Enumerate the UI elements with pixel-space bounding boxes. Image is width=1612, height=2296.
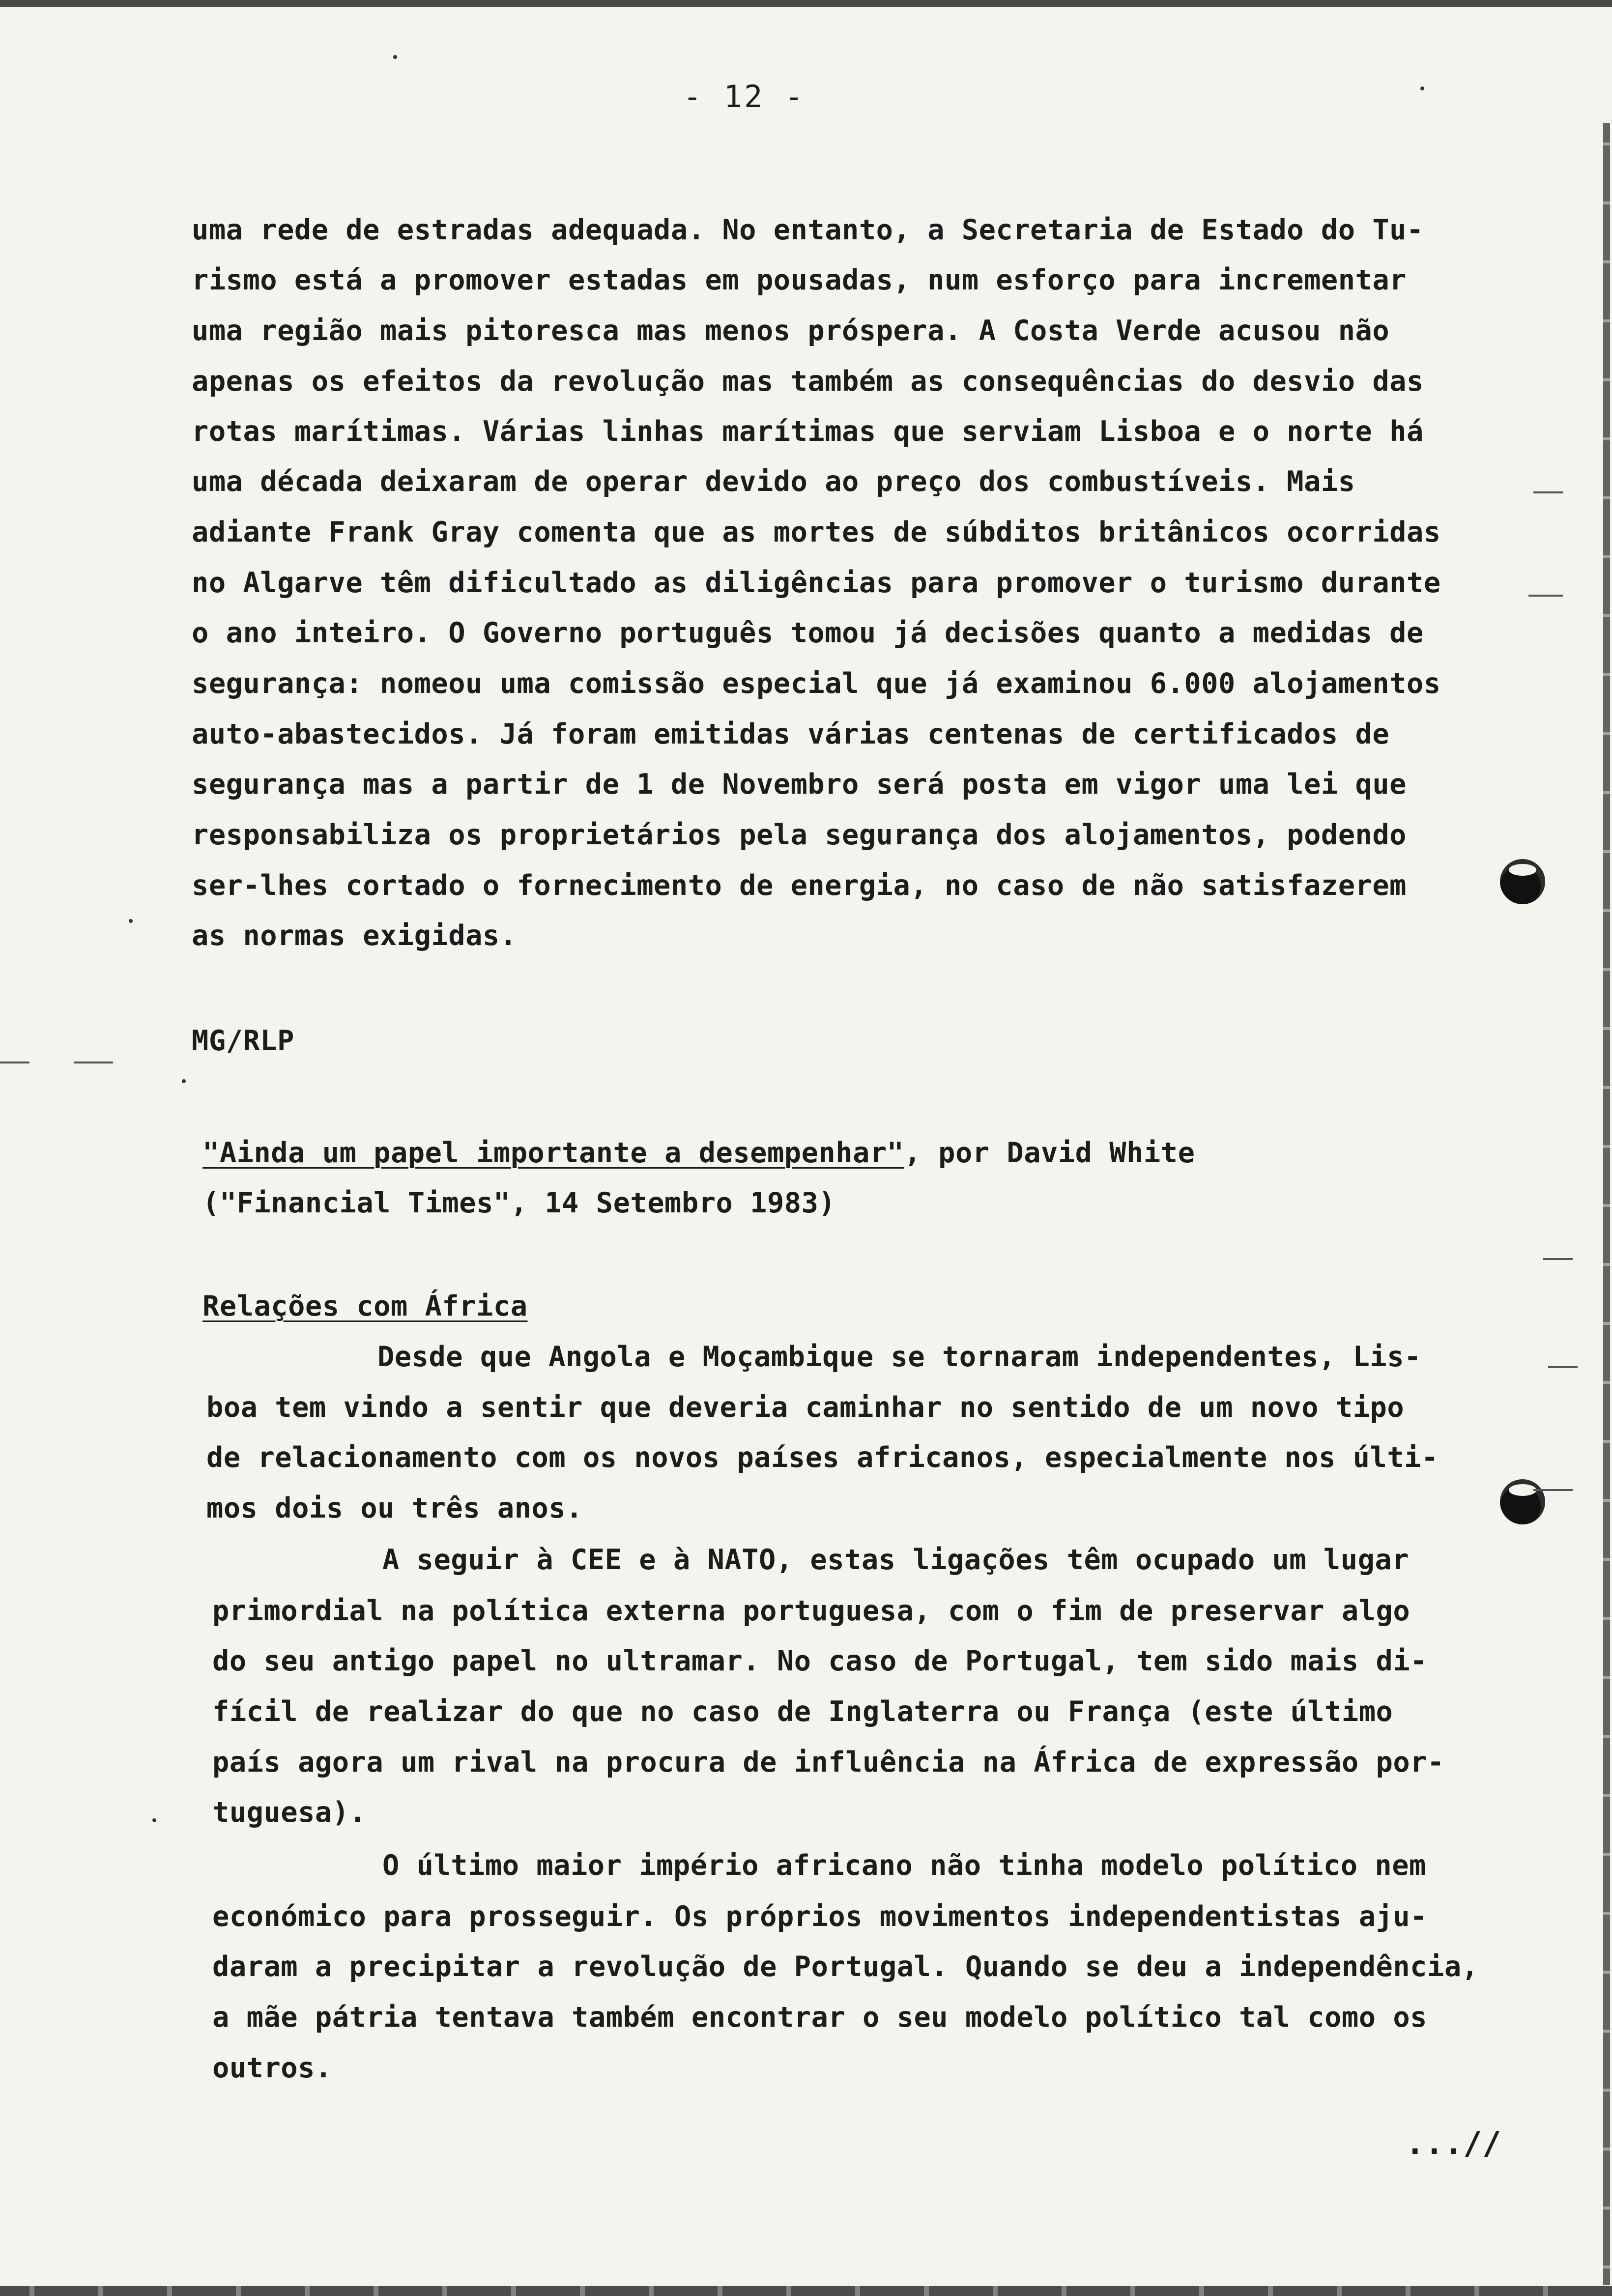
punch-hole-icon xyxy=(1500,1479,1545,1524)
right-scan-edge xyxy=(1603,123,1610,2285)
text-line: rismo está a promover estadas em pousadas, num esforço para incrementar xyxy=(192,264,1407,296)
scan-mark xyxy=(1533,1489,1573,1491)
scan-mark xyxy=(1543,1258,1573,1260)
scan-mark xyxy=(1533,491,1563,493)
text-line: mos dois ou três anos. xyxy=(206,1492,583,1524)
scan-speck xyxy=(1420,86,1424,90)
article-source: ("Financial Times", 14 Setembro 1983) xyxy=(202,1187,836,1219)
text-line: uma rede de estradas adequada. No entanto, a Secretaria de Estado do Tu- xyxy=(192,214,1424,246)
text-line: auto-abastecidos. Já foram emitidas várias centenas de certificados de xyxy=(192,718,1390,750)
text-line: segurança mas a partir de 1 de Novembro será posta em vigor uma lei que xyxy=(192,768,1407,801)
text-line: rotas marítimas. Várias linhas marítimas que serviam Lisboa e o norte há xyxy=(192,415,1424,448)
text-line: boa tem vindo a sentir que deveria caminhar no sentido de um novo tipo xyxy=(206,1391,1405,1424)
text-line: fícil de realizar do que no caso de Inglaterra ou França (este último xyxy=(212,1695,1393,1728)
text-line: no Algarve têm dificultado as diligências para promover o turismo durante xyxy=(192,567,1441,599)
top-scan-edge xyxy=(0,0,1612,7)
scan-mark xyxy=(0,1062,29,1063)
scan-mark xyxy=(1528,595,1563,597)
text-line: económico para prosseguir. Os próprios movimentos independentistas aju- xyxy=(212,1900,1427,1933)
scan-mark xyxy=(1548,1366,1578,1368)
text-line: do seu antigo papel no ultramar. No caso de Portugal, tem sido mais di- xyxy=(212,1645,1427,1677)
bottom-scan-edge xyxy=(0,2286,1612,2296)
article-title: "Ainda um papel importante a desempenhar" xyxy=(202,1137,904,1169)
text-line: de relacionamento com os novos países africanos, especialmente nos últi- xyxy=(206,1441,1439,1474)
text-line: as normas exigidas. xyxy=(192,919,517,952)
article-header xyxy=(202,1139,1195,1167)
text-line: segurança: nomeou uma comissão especial que já examinou 6.000 alojamentos xyxy=(192,667,1441,700)
text-line: Desde que Angola e Moçambique se tornaram independentes, Lis- xyxy=(377,1341,1421,1373)
text-line: o ano inteiro. O Governo português tomou já decisões quanto a medidas de xyxy=(192,617,1424,649)
article-byline: , por David White xyxy=(904,1137,1195,1169)
text-line: apenas os efeitos da revolução mas também as consequências do desvio das xyxy=(192,365,1424,398)
text-line: primordial na política externa portuguesa, com o fim de preservar algo xyxy=(212,1595,1410,1627)
text-line: adiante Frank Gray comenta que as mortes de súbditos britânicos ocorridas xyxy=(192,516,1441,548)
text-line: tuguesa). xyxy=(212,1796,367,1829)
text-line: O último maior império africano não tinha modelo político nem xyxy=(382,1849,1426,1882)
text-line: a mãe pátria tentava também encontrar o seu modelo político tal como os xyxy=(212,2001,1427,2034)
text-line: outros. xyxy=(212,2052,332,2084)
text-line: A seguir à CEE e à NATO, estas ligações têm ocupado um lugar xyxy=(382,1544,1410,1576)
scan-speck xyxy=(129,919,133,923)
text-line: responsabiliza os proprietários pela segurança dos alojamentos, podendo xyxy=(192,819,1407,851)
text-line: daram a precipitar a revolução de Portugal. Quando se deu a independência, xyxy=(212,1951,1479,1983)
text-line: uma década deixaram de operar devido ao preço dos combustíveis. Mais xyxy=(192,465,1355,498)
scan-mark xyxy=(74,1062,113,1063)
text-line: país agora um rival na procura de influência na África de expressão por- xyxy=(212,1746,1444,1779)
author-initials: MG/RLP xyxy=(192,1025,294,1057)
scan-speck xyxy=(152,1818,156,1822)
continuation-mark: ...// xyxy=(1406,2125,1502,2162)
section-heading: Relações com África xyxy=(202,1290,528,1322)
scan-speck xyxy=(182,1079,186,1083)
punch-hole-icon xyxy=(1500,859,1545,904)
page-number: - 12 - xyxy=(683,79,805,115)
text-line: ser-lhes cortado o fornecimento de energia, no caso de não satisfazerem xyxy=(192,869,1407,902)
text-line: uma região mais pitoresca mas menos próspera. A Costa Verde acusou não xyxy=(192,315,1390,347)
scan-speck xyxy=(393,55,397,59)
